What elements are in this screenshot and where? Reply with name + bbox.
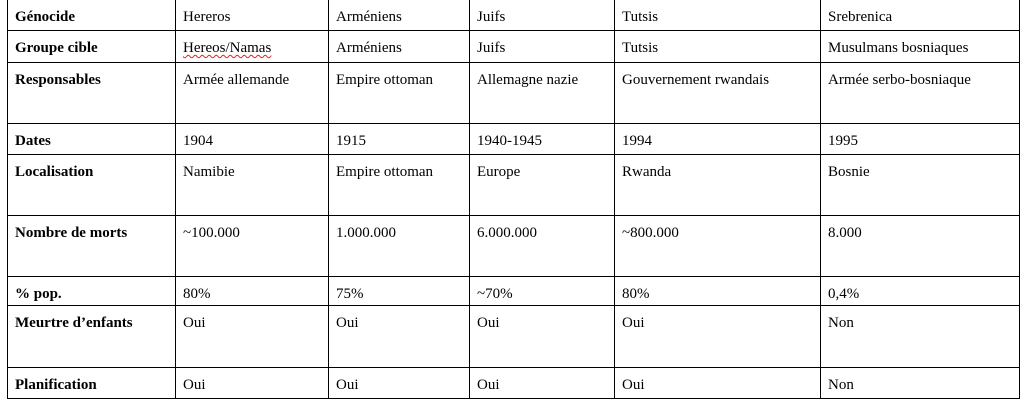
table-cell: 80% xyxy=(176,277,329,306)
column-header-srebrenica: Srebrenica xyxy=(821,0,1020,31)
table-cell: 8.000 xyxy=(821,216,1020,277)
column-header-armeniens: Arméniens xyxy=(329,0,470,31)
table-cell: Oui xyxy=(329,368,470,399)
table-cell: 75% xyxy=(329,277,470,306)
table-cell: 1904 xyxy=(176,124,329,155)
table-cell xyxy=(176,31,329,63)
table-cell: Oui xyxy=(176,368,329,399)
table-cell: Non xyxy=(821,368,1020,399)
table-cell: Armée allemande xyxy=(176,63,329,124)
table-cell: Oui xyxy=(615,306,821,368)
table-cell: 1995 xyxy=(821,124,1020,155)
table-cell: 0,4% xyxy=(821,277,1020,306)
column-header-hereros: Hereros xyxy=(176,0,329,31)
table-header-row xyxy=(8,0,1020,31)
table-cell: Tutsis xyxy=(615,31,821,63)
table-cell: Empire ottoman xyxy=(329,155,470,216)
table-row-groupe-cible xyxy=(8,31,1020,63)
table-row-meurtre-enfants xyxy=(8,306,1020,368)
table-cell: Allemagne nazie xyxy=(470,63,615,124)
table-cell: ~70% xyxy=(470,277,615,306)
table-cell: Oui xyxy=(329,306,470,368)
table-cell: 6.000.000 xyxy=(470,216,615,277)
table-cell: Oui xyxy=(470,368,615,399)
table-cell: Rwanda xyxy=(615,155,821,216)
row-label-groupe-cible: Groupe cible xyxy=(8,31,176,63)
table-cell: Musulmans bosniaques xyxy=(821,31,1020,63)
table-cell: Non xyxy=(821,306,1020,368)
row-label-localisation: Localisation xyxy=(8,155,176,216)
table-cell: Oui xyxy=(470,306,615,368)
row-label-nombre-de-morts: Nombre de morts xyxy=(8,216,176,277)
row-label-meurtre-enfants: Meurtre d’enfants xyxy=(8,306,176,368)
table-row-nombre-de-morts xyxy=(8,216,1020,277)
genocide-comparison-table xyxy=(7,0,1020,399)
table-cell: Europe xyxy=(470,155,615,216)
row-label-pourcentage-pop: % pop. xyxy=(8,277,176,306)
table-cell: Oui xyxy=(615,368,821,399)
column-header-juifs: Juifs xyxy=(470,0,615,31)
table-cell: 80% xyxy=(615,277,821,306)
table-cell: Empire ottoman xyxy=(329,63,470,124)
column-header-tutsis: Tutsis xyxy=(615,0,821,31)
table-cell: Oui xyxy=(176,306,329,368)
table-cell: Juifs xyxy=(470,31,615,63)
table-cell: 1.000.000 xyxy=(329,216,470,277)
table-row-localisation xyxy=(8,155,1020,216)
table-row-pourcentage-pop xyxy=(8,277,1020,306)
table-cell: Arméniens xyxy=(329,31,470,63)
table-row-responsables xyxy=(8,63,1020,124)
table-cell: Gouvernement rwandais xyxy=(615,63,821,124)
table-cell: 1940-1945 xyxy=(470,124,615,155)
table-cell: 1915 xyxy=(329,124,470,155)
table-row-dates xyxy=(8,124,1020,155)
table-cell: Namibie xyxy=(176,155,329,216)
table-cell: Bosnie xyxy=(821,155,1020,216)
table-cell: 1994 xyxy=(615,124,821,155)
row-label-responsables: Responsables xyxy=(8,63,176,124)
table-cell: Armée serbo-bosniaque xyxy=(821,63,1020,124)
row-label-dates: Dates xyxy=(8,124,176,155)
table-cell: ~800.000 xyxy=(615,216,821,277)
row-label-genocide: Génocide xyxy=(8,0,176,31)
table-cell: ~100.000 xyxy=(176,216,329,277)
row-label-planification: Planification xyxy=(8,368,176,399)
table-row-planification xyxy=(8,368,1020,399)
misspelled-word: Hereos/Namas xyxy=(183,40,272,56)
